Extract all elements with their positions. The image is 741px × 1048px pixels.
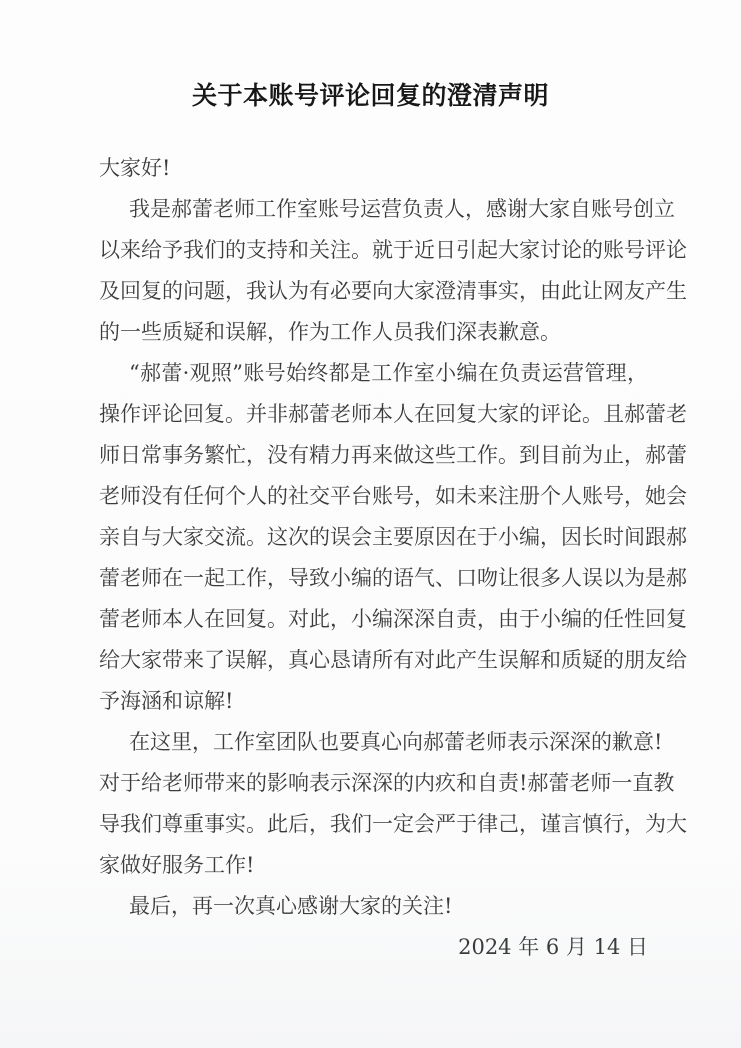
document-line: 予海涵和谅解! [99,689,234,713]
document-line: 师日常事务繁忙，没有精力再来做这些工作。到目前为止，郝蕾 [99,443,687,467]
document-line: 蕾老师本人在回复。对此，小编深深自责，由于小编的任性回复 [99,607,687,631]
document-line: “郝蕾·观照”账号始终都是工作室小编在负责运营管理， [129,361,648,385]
document-line: 操作评论回复。并非郝蕾老师本人在回复大家的评论。且郝蕾老 [99,402,687,426]
document-line: 最后，再一次真心感谢大家的关注! [129,894,453,918]
document-line: 我是郝蕾老师工作室账号运营负责人，感谢大家自账号创立 [129,197,675,221]
document-line: 蕾老师在一起工作，导致小编的语气、口吻让很多人误以为是郝 [99,566,687,590]
document-line: 导我们尊重事实。此后，我们一定会严于律己，谨言慎行，为大 [99,812,687,836]
document-line: 的一些质疑和误解，作为工作人员我们深表歉意。 [99,320,561,344]
document-date: 2024 年 6 月 14 日 [458,935,648,959]
document-line: 及回复的问题，我认为有必要向大家澄清事实，由此让网友产生 [99,279,687,303]
document-line: 亲自与大家交流。这次的误会主要原因在于小编，因长时间跟郝 [99,525,687,549]
document-body [99,148,687,968]
document-line: 大家好! [99,156,171,180]
document-title: 关于本账号评论回复的澄清声明 [191,81,549,110]
document-line: 在这里，工作室团队也要真心向郝蕾老师表示深深的歉意! [129,730,663,754]
document-line: 家做好服务工作! [99,853,255,877]
document-line: 老师没有任何个人的社交平台账号，如未来注册个人账号，她会 [99,484,687,508]
document-line: 以来给予我们的支持和关注。就于近日引起大家讨论的账号评论 [99,238,687,262]
document-line: 给大家带来了误解，真心恳请所有对此产生误解和质疑的朋友给 [99,648,687,672]
document-line: 对于给老师带来的影响表示深深的内疚和自责!郝蕾老师一直教 [99,771,675,795]
